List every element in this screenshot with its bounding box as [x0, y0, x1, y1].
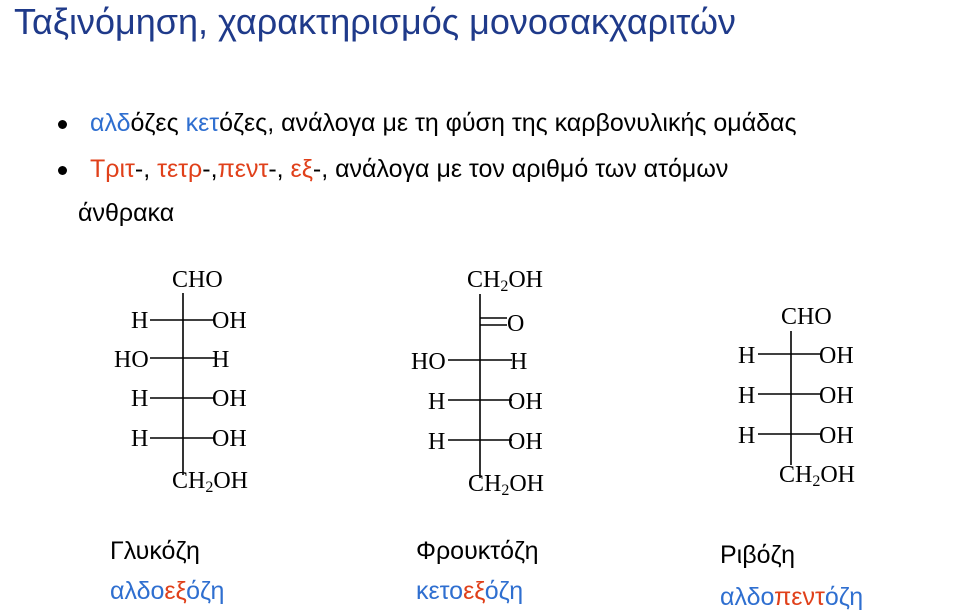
fructose-carbonyl: O	[507, 311, 525, 337]
bullet1-part-1: όζες	[130, 109, 186, 137]
glucose-bottom-main: CH	[172, 468, 206, 494]
bullet2-part-2: τετρ	[157, 155, 203, 183]
fructose-class	[416, 576, 523, 606]
fructose-class-part-2: όζη	[484, 577, 524, 605]
glucose-top: CHO	[172, 267, 223, 293]
ribose-class	[720, 582, 863, 612]
fructose-row3-left: H	[428, 429, 446, 455]
ribose-row1-left: H	[738, 343, 756, 369]
page-title: Ταξινόμηση, χαρακτηρισμός μονοσακχαριτών	[14, 1, 736, 42]
glucose-row4-right: OH	[212, 426, 247, 452]
glucose-class-part-0: αλδο	[110, 577, 165, 605]
fructose-name: Φρουκτόζη	[416, 537, 539, 565]
bullet2-part-5: -,	[268, 155, 291, 183]
bullet1-part-2: κετ	[185, 109, 220, 137]
glucose-row2-left: HO	[114, 347, 149, 373]
bullet-line-2-continuation: άνθρακα	[78, 199, 175, 227]
ribose-row3-right: OH	[819, 423, 854, 449]
bullet2-part-1: -,	[134, 155, 158, 183]
bullet2-part-6: εξ	[290, 155, 313, 183]
ribose-class-part-2: όζη	[824, 583, 864, 611]
bullet1-part-0: αλδ	[90, 109, 131, 137]
fructose-top-tail: OH	[508, 267, 544, 293]
fructose-top-sub: 2	[500, 278, 509, 295]
ribose-structure	[738, 304, 855, 490]
fructose-row1-right: H	[510, 349, 528, 375]
svg-text:CH2OH	[467, 267, 543, 295]
ribose-class-part-1: πεντ	[774, 583, 825, 611]
ribose-top: CHO	[781, 304, 832, 330]
fructose-bottom-main: CH	[468, 471, 502, 497]
glucose-row4-left: H	[131, 426, 149, 452]
glucose-row2-right: H	[212, 347, 230, 373]
glucose-row3-left: H	[131, 386, 149, 412]
glucose-structure	[114, 267, 248, 496]
bullet2-part-4: πεντ	[217, 155, 269, 183]
ribose-bottom-tail: OH	[820, 462, 856, 488]
svg-text:CH2OH	[779, 462, 855, 490]
ribose-row2-left: H	[738, 383, 756, 409]
fructose-row2-left: H	[428, 389, 446, 415]
fructose-structure	[411, 267, 544, 499]
ribose-row2-right: OH	[819, 383, 854, 409]
fructose-row1-left: HO	[411, 349, 446, 375]
fructose-class-part-0: κετο	[416, 577, 464, 605]
fructose-bottom-tail: OH	[509, 471, 545, 497]
fructose-top-main: CH	[467, 267, 501, 293]
ribose-bottom-main: CH	[779, 462, 813, 488]
glucose-class-part-2: όζη	[186, 577, 225, 605]
glucose-class	[110, 576, 224, 606]
bullet2-part-7: -, ανάλογα με τον αριθμό των ατόμων	[312, 155, 729, 183]
ribose-class-part-0: αλδο	[720, 583, 775, 611]
glucose-bottom-tail: OH	[213, 468, 249, 494]
glucose-row3-right: OH	[212, 386, 247, 412]
fructose-row3-right: OH	[508, 429, 543, 455]
svg-text:CH2OH	[468, 471, 544, 499]
ribose-name: Ριβόζη	[720, 541, 795, 569]
svg-text:CH2OH	[172, 468, 248, 496]
glucose-row1-left: H	[131, 308, 149, 334]
ribose-row1-right: OH	[819, 343, 854, 369]
glucose-row1-right: OH	[212, 308, 247, 334]
fructose-class-part-1: εξ	[463, 577, 485, 605]
glucose-class-part-1: εξ	[164, 577, 187, 605]
ribose-row3-left: H	[738, 423, 756, 449]
ribose-bottom-sub: 2	[812, 473, 821, 490]
bullet2-part-3: -,	[202, 155, 218, 183]
fructose-row2-right: OH	[508, 389, 543, 415]
bullet2-part-0: Τριτ	[90, 155, 135, 183]
glucose-bottom-sub: 2	[205, 479, 214, 496]
glucose-name: Γλυκόζη	[110, 537, 200, 565]
fructose-bottom-sub: 2	[501, 482, 510, 499]
bullet1-part-3: όζες, ανάλογα με τη φύση της καρβονυλικής ομάδας	[219, 109, 797, 137]
